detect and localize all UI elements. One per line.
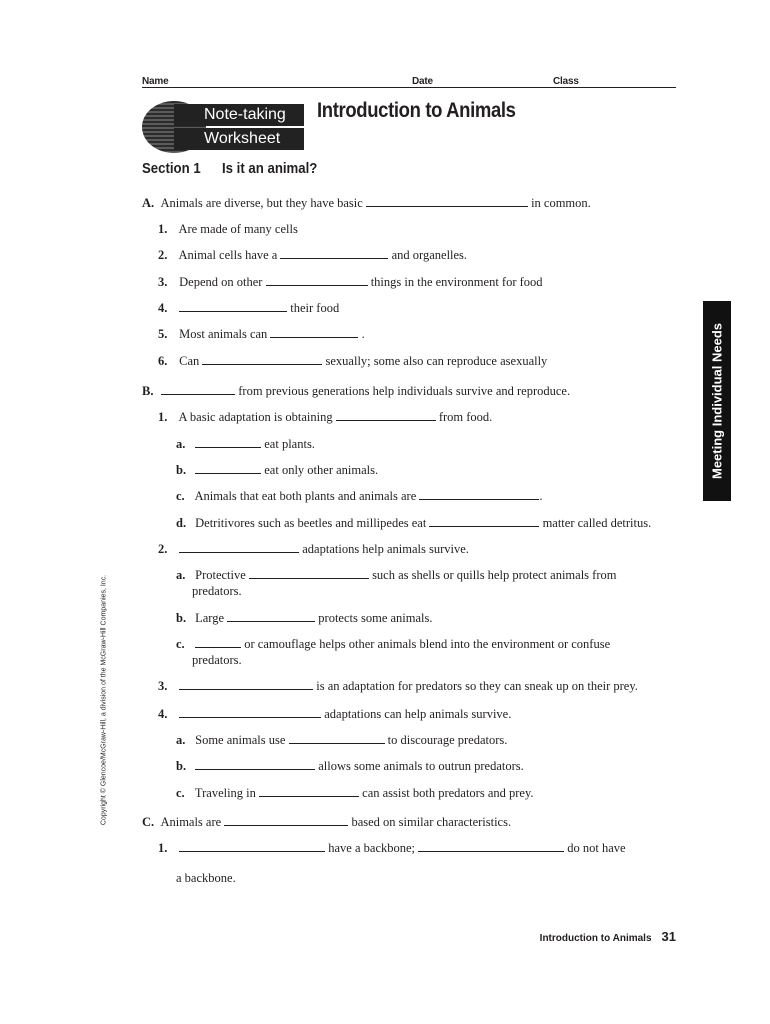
- item-B3: [158, 679, 638, 694]
- badge-line-2: Worksheet: [174, 128, 304, 150]
- item-text: A basic adaptation is obtaining: [178, 410, 333, 424]
- item-label: 1.: [158, 410, 168, 424]
- item-B4a: [176, 733, 507, 748]
- item-text: things in the environment for food: [370, 275, 543, 289]
- answer-blank[interactable]: [195, 759, 315, 770]
- item-label: 4.: [158, 301, 168, 315]
- item-label: B.: [142, 384, 154, 398]
- item-text: matter called detritus.: [542, 516, 652, 530]
- answer-blank[interactable]: [195, 637, 241, 648]
- item-C1: [158, 841, 626, 856]
- answer-blank[interactable]: [266, 275, 368, 286]
- item-text: such as shells or quills help protect animals from: [372, 568, 617, 582]
- answer-blank[interactable]: [179, 542, 299, 553]
- side-tab-label: Meeting Individual Needs: [709, 322, 725, 480]
- answer-blank[interactable]: [336, 410, 436, 421]
- item-B4: [158, 707, 511, 722]
- item-text: .: [361, 327, 365, 341]
- answer-blank[interactable]: [249, 568, 369, 579]
- item-label: a.: [176, 733, 186, 747]
- item-A3: [158, 275, 543, 290]
- answer-blank[interactable]: [195, 463, 261, 474]
- date-label: Date: [412, 76, 433, 87]
- item-B2b: [176, 611, 433, 626]
- answer-blank[interactable]: [270, 327, 358, 338]
- item-B2a: [176, 568, 616, 583]
- item-B1: [158, 410, 492, 425]
- item-text: can assist both predators and prey.: [362, 786, 534, 800]
- item-text: Large: [195, 611, 225, 625]
- item-label: d.: [176, 516, 187, 530]
- answer-blank[interactable]: [179, 841, 325, 852]
- item-text: Depend on other: [179, 275, 263, 289]
- answer-blank[interactable]: [419, 489, 539, 500]
- answer-blank[interactable]: [179, 301, 287, 312]
- item-text: Animals are diverse, but they have basic: [160, 196, 363, 210]
- item-text: Animals are: [160, 815, 222, 829]
- side-tab: [703, 301, 731, 501]
- item-text: from previous generations help individuals survive and reproduce.: [238, 384, 571, 398]
- item-text: and organelles.: [391, 248, 468, 262]
- item-text: protects some animals.: [318, 611, 433, 625]
- item-text: from food.: [438, 410, 493, 424]
- item-label: 3.: [158, 275, 168, 289]
- item-B1a: [176, 437, 315, 452]
- answer-blank[interactable]: [179, 679, 313, 690]
- item-label: c.: [176, 637, 185, 651]
- item-label: c.: [176, 786, 185, 800]
- item-C1-continued: [176, 871, 236, 886]
- item-B1c: [176, 489, 543, 504]
- item-text: adaptations help animals survive.: [302, 542, 469, 556]
- item-label: c.: [176, 489, 185, 503]
- item-label: 5.: [158, 327, 168, 341]
- class-label: Class: [553, 76, 579, 87]
- page-number: 31: [661, 929, 676, 944]
- item-text: Are made of many cells: [178, 222, 298, 236]
- item-text: Can: [179, 354, 200, 368]
- item-text: in common.: [531, 196, 591, 210]
- item-B: [142, 384, 570, 399]
- item-A: [142, 196, 591, 211]
- item-text: a backbone.: [176, 871, 236, 885]
- section-number: Section 1: [142, 160, 201, 177]
- item-text: to discourage predators.: [387, 733, 508, 747]
- item-label: C.: [142, 815, 155, 829]
- item-text: their food: [290, 301, 340, 315]
- answer-blank[interactable]: [429, 516, 539, 527]
- item-B2a-continued: [192, 584, 242, 599]
- item-text: Most animals can: [179, 327, 268, 341]
- item-label: A.: [142, 196, 155, 210]
- item-text: Detritivores such as beetles and millipedes eat: [195, 516, 427, 530]
- item-label: 6.: [158, 354, 168, 368]
- page-title: Introduction to Animals: [317, 99, 516, 122]
- answer-blank[interactable]: [289, 733, 385, 744]
- item-B2c-continued: [192, 653, 242, 668]
- answer-blank[interactable]: [366, 196, 528, 207]
- item-text: is an adaptation for predators so they can sneak up on their prey.: [316, 679, 638, 693]
- item-text: Some animals use: [195, 733, 286, 747]
- item-text: .: [539, 489, 543, 503]
- item-text: adaptations can help animals survive.: [324, 707, 512, 721]
- answer-blank[interactable]: [202, 354, 322, 365]
- item-text: predators.: [192, 653, 242, 667]
- item-label: a.: [176, 437, 186, 451]
- item-B2: [158, 542, 469, 557]
- item-B4c: [176, 786, 534, 801]
- item-label: 1.: [158, 222, 168, 236]
- item-C: [142, 815, 511, 830]
- item-text: do not have: [567, 841, 626, 855]
- item-label: b.: [176, 759, 187, 773]
- item-text: eat only other animals.: [264, 463, 379, 477]
- item-text: have a backbone;: [328, 841, 416, 855]
- item-text: Animal cells have a: [178, 248, 278, 262]
- item-A5: [158, 327, 365, 342]
- footer-title: Introduction to Animals: [539, 933, 652, 944]
- item-label: 2.: [158, 248, 168, 262]
- item-B2c: [176, 637, 610, 652]
- item-B1b: [176, 463, 378, 478]
- answer-blank[interactable]: [227, 611, 315, 622]
- item-text: Animals that eat both plants and animals are: [194, 489, 417, 503]
- item-text: Protective: [195, 568, 246, 582]
- item-label: 2.: [158, 542, 168, 556]
- item-text: sexually; some also can reproduce asexually: [325, 354, 548, 368]
- item-text: based on similar characteristics.: [351, 815, 512, 829]
- item-label: 3.: [158, 679, 168, 693]
- answer-blank[interactable]: [179, 707, 321, 718]
- item-label: b.: [176, 463, 187, 477]
- item-text: predators.: [192, 584, 242, 598]
- item-A2: [158, 248, 467, 263]
- item-A6: [158, 354, 547, 369]
- item-A1: [158, 222, 298, 237]
- item-A4: [158, 301, 339, 316]
- item-text: or camouflage helps other animals blend into the environment or confuse: [244, 637, 611, 651]
- badge-line-1: Note-taking: [174, 104, 304, 126]
- answer-blank[interactable]: [161, 384, 235, 395]
- item-label: 1.: [158, 841, 168, 855]
- item-text: eat plants.: [264, 437, 315, 451]
- page-footer: [540, 928, 676, 946]
- copyright-text: Copyright © Glencoe/McGraw-Hill, a division of the McGraw-Hill Companies, Inc.: [100, 574, 108, 826]
- answer-blank[interactable]: [195, 437, 261, 448]
- item-text: Traveling in: [194, 786, 256, 800]
- header-rule: [142, 87, 676, 88]
- answer-blank[interactable]: [224, 815, 348, 826]
- answer-blank[interactable]: [418, 841, 564, 852]
- name-label: Name: [142, 76, 169, 87]
- answer-blank[interactable]: [280, 248, 388, 259]
- item-B4b: [176, 759, 524, 774]
- section-title: Is it an animal?: [222, 160, 318, 177]
- item-label: a.: [176, 568, 186, 582]
- answer-blank[interactable]: [259, 786, 359, 797]
- item-text: allows some animals to outrun predators.: [318, 759, 524, 773]
- item-label: 4.: [158, 707, 168, 721]
- item-B1d: [176, 516, 651, 531]
- note-taking-badge: [142, 101, 304, 153]
- item-label: b.: [176, 611, 187, 625]
